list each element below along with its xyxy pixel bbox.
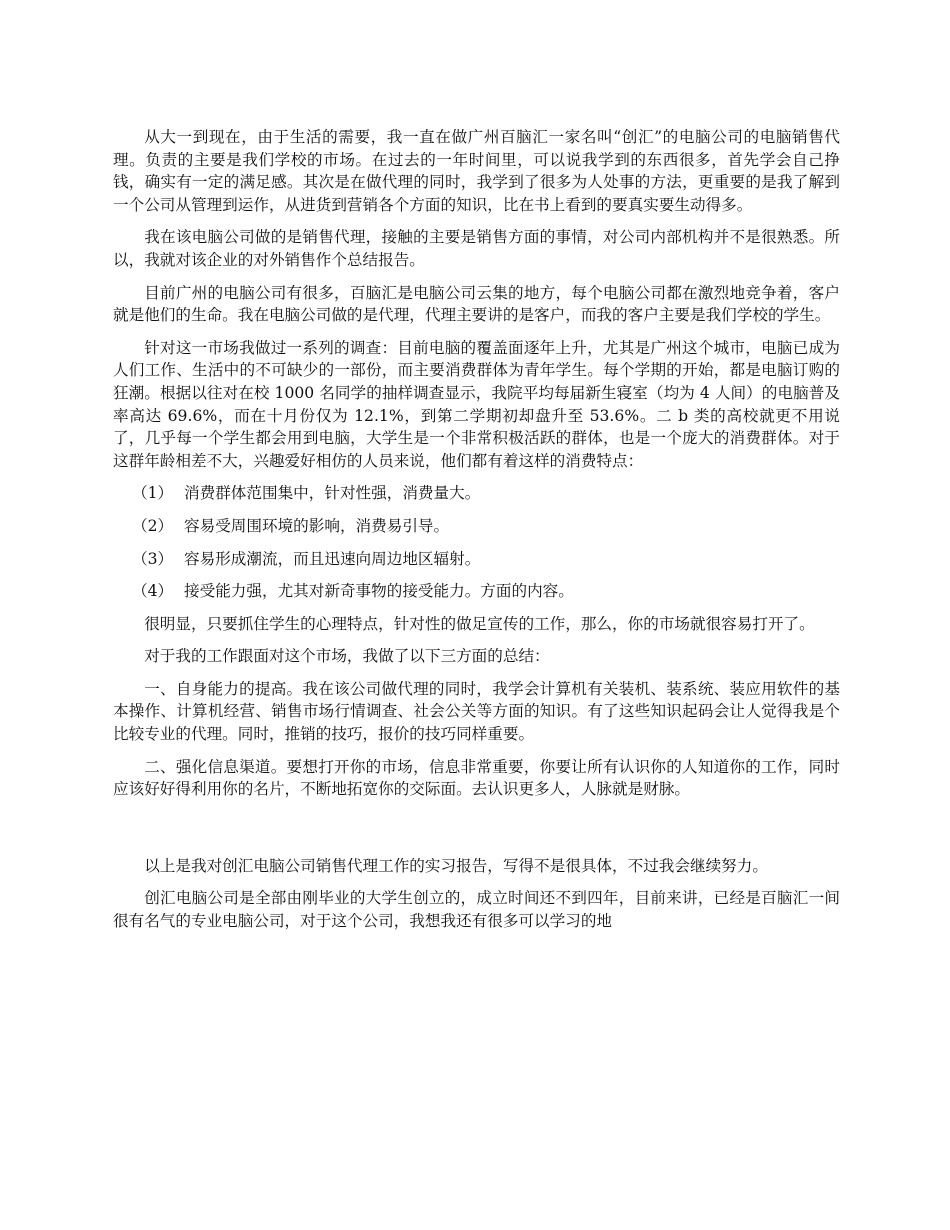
list-item xyxy=(113,548,840,571)
list-item-number: （4） xyxy=(132,582,174,601)
list-item xyxy=(113,580,840,603)
list-item-number: （1） xyxy=(132,484,174,503)
paragraph-company: 创汇电脑公司是全部由刚毕业的大学生创立的，成立时间还不到四年，目前来讲，已经是百脑汇一间很有名气的专业电脑公司，对于这个公司，我想我还有很多可以学习的地 xyxy=(113,889,840,931)
list-item-number: （3） xyxy=(132,549,174,568)
section-gap xyxy=(113,811,840,855)
list-item-text: 容易受周围环境的影响，消费易引导。 xyxy=(184,516,450,535)
list-item xyxy=(113,515,840,538)
paragraph-intro: 从大一到现在，由于生活的需要，我一直在做广州百脑汇一家名叫“创汇”的电脑公司的电脑销售代理。负责的主要是我们学校的市场。在过去的一年时间里，可以说我学到的东西很多，首先学会自己挣钱，确实有一定的满足感。其次是在做代理的同时，我学到了很多为人处事的方法，更重要的是我了解到一个公司从管理到运作，从进货到营销各个方面的知识，比在书上看到的要真实要生动得多。 xyxy=(113,128,840,214)
paragraph-closing: 以上是我对创汇电脑公司销售代理工作的实习报告，写得不是很具体，不过我会继续努力。 xyxy=(144,856,768,875)
paragraph-point-two: 二、强化信息渠道。要想打开你的市场，信息非常重要，你要让所有认识你的人知道你的工作，同时应该好好得利用你的名片，不断地拓宽你的交际面。去认识更多人，人脉就是财脉。 xyxy=(113,757,840,799)
paragraph-survey: 针对这一市场我做过一系列的调查：目前电脑的覆盖面逐年上升，尤其是广州这个城市，电脑已成为人们工作、生活中的不可缺少的一部份，而主要消费群体为青年学生。每个学期的开始，都是电脑订购的狂潮。根据以往对在校 1000 名同学的抽样调查显示，我院平均每届新生寝室（均为 4 人间）的电脑普及率高达 69.6%，而在十月份仅为 12.1%，到第二学期初却盘升至 53.6%。二 b 类的高校就更不用说了，几乎每一个学生都会用到电脑，大学生是一个非常积极活跃的群体，也是一个庞大的消费群体。对于这群年龄相差不大，兴趣爱好相仿的人员来说，他们都有着这样的消费特点： xyxy=(113,338,840,470)
list-item-text: 接受能力强，尤其对新奇事物的接受能力。方面的内容。 xyxy=(184,582,574,601)
paragraph-summary-intro: 对于我的工作跟面对这个市场，我做了以下三方面的总结： xyxy=(144,647,550,666)
paragraph-conclusion: 很明显，只要抓住学生的心理特点，针对性的做足宣传的工作，那么，你的市场就很容易打开了。 xyxy=(144,614,815,633)
list-item xyxy=(113,482,840,505)
paragraph-role: 我在该电脑公司做的是销售代理，接触的主要是销售方面的事情，对公司内部机构并不是很熟悉。所以，我就对该企业的对外销售作个总结报告。 xyxy=(113,228,840,269)
paragraph-point-one: 一、自身能力的提高。我在该公司做代理的同时，我学会计算机有关装机、装系统、装应用软件的基本操作、计算机经营、销售市场行情调查、社会公关等方面的知识。有了这些知识起码会让人觉得我是个比较专业的代理。同时，推销的技巧，报价的技巧同样重要。 xyxy=(113,679,840,744)
document-body xyxy=(113,126,840,943)
list-item-number: （2） xyxy=(132,516,174,535)
list-item-text: 消费群体范围集中，针对性强，消费量大。 xyxy=(184,484,481,503)
paragraph-market: 目前广州的电脑公司有很多，百脑汇是电脑公司云集的地方，每个电脑公司都在激烈地竞争着，客户就是他们的生命。我在电脑公司做的是代理，代理主要讲的是客户，而我的客户主要是我们学校的学生。 xyxy=(113,283,840,325)
list-item-text: 容易形成潮流，而且迅速向周边地区辐射。 xyxy=(184,549,481,568)
